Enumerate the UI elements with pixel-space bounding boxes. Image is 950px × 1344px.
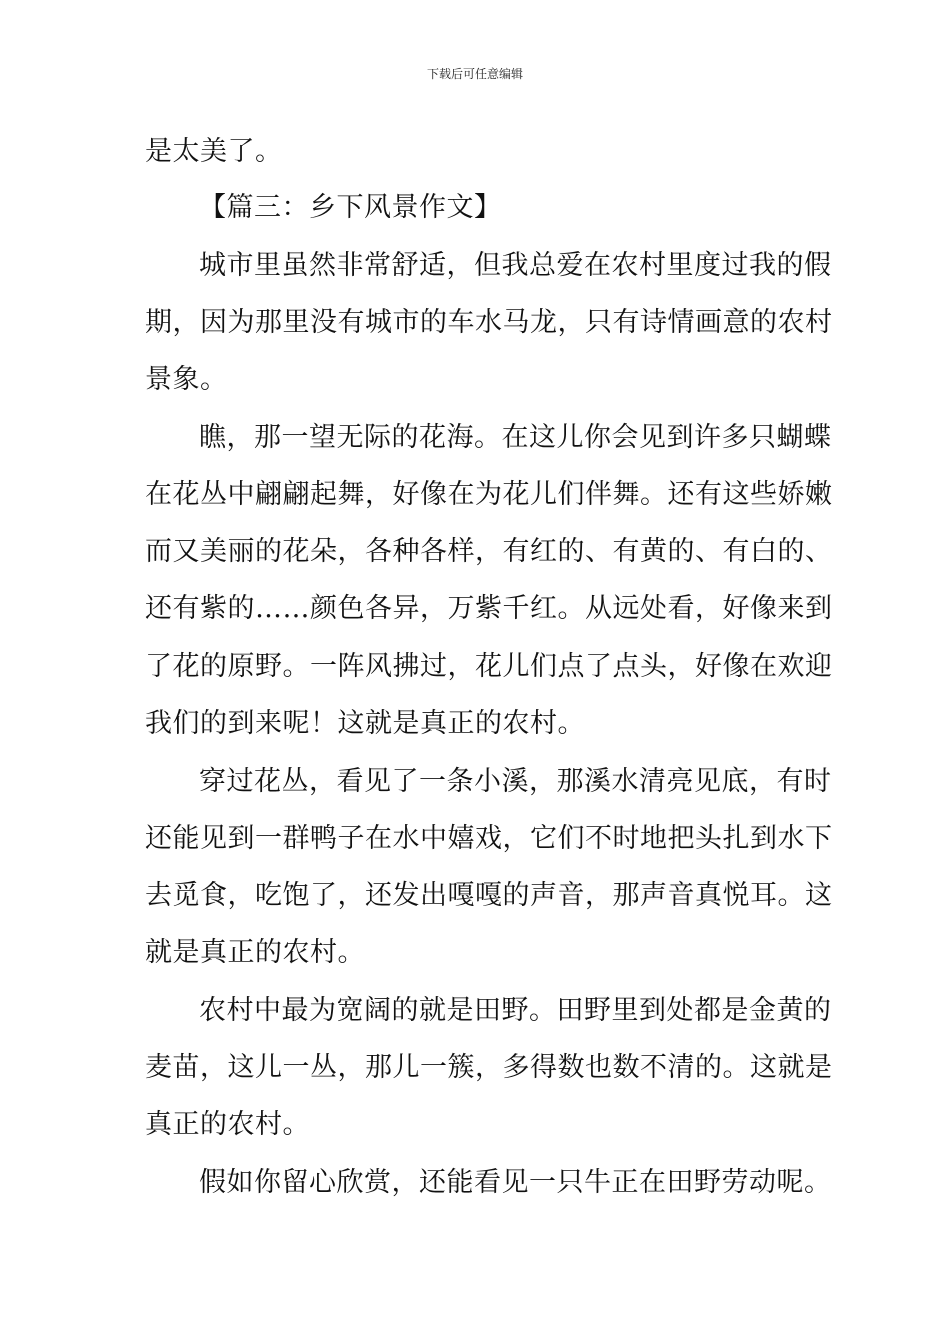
text-line: 城市里虽然非常舒适，但我总爱在农村里度过我的假 [199,250,832,281]
text-line: 麦苗，这儿一丛，那儿一簇，多得数也数不清的。这就是 [145,1052,833,1083]
text-line: 真正的农村。 [145,1109,310,1140]
page-header: 下载后可任意编辑 [426,67,523,81]
text-line: 农村中最为宽阔的就是田野。田野里到处都是金黄的 [199,995,832,1026]
text-line: 在花丛中翩翩起舞，好像在为花儿们伴舞。还有这些娇嫩 [145,479,833,510]
text-line: 去觅食，吃饱了，还发出嘎嘎的声音，那声音真悦耳。这 [145,880,833,911]
text-line: 是太美了。 [145,136,283,167]
text-line: 我们的到来呢！这就是真正的农村。 [145,708,585,739]
text-line: 假如你留心欣赏，还能看见一只牛正在田野劳动呢。 [199,1167,832,1198]
text-line: 穿过花丛，看见了一条小溪，那溪水清亮见底，有时 [199,766,832,797]
text-line: 景象。 [145,364,228,395]
text-line: 还有紫的……颜色各异，万紫千红。从远处看，好像来到 [145,593,833,624]
section-heading: 【篇三：乡下风景作文】 [199,192,502,223]
text-line: 瞧，那一望无际的花海。在这儿你会见到许多只蝴蝶 [199,422,832,453]
text-line: 还能见到一群鸭子在水中嬉戏，它们不时地把头扎到水下 [145,823,833,854]
text-line: 就是真正的农村。 [145,937,365,968]
text-line: 了花的原野。一阵风拂过，花儿们点了点头，好像在欢迎 [145,651,833,682]
text-line: 期，因为那里没有城市的车水马龙，只有诗情画意的农村 [145,307,833,338]
text-line: 而又美丽的花朵，各种各样，有红的、有黄的、有白的、 [145,536,833,567]
